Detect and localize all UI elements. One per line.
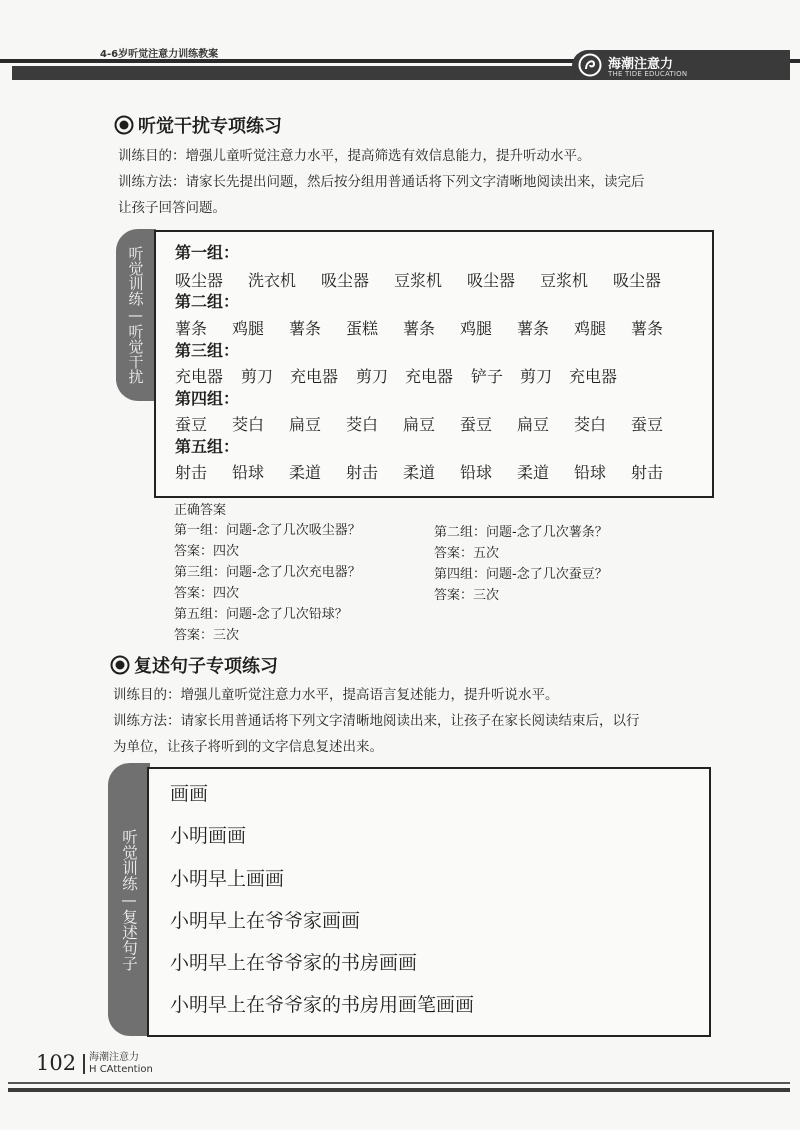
footer-brand-cn: 海潮注意力 xyxy=(89,1052,139,1063)
word-item: 茭白 xyxy=(346,415,379,434)
word-item: 鸡腿 xyxy=(460,319,493,338)
word-item: 扁豆 xyxy=(403,415,436,434)
answer-line: 第四组：问题-念了几次蚕豆？ xyxy=(434,567,608,582)
word-item: 鸡腿 xyxy=(232,319,265,338)
answer-line: 第五组：问题-念了几次铅球？ xyxy=(174,607,348,622)
word-item: 充电器 xyxy=(569,367,618,386)
section2-purpose: 训练目的：增强儿童听觉注意力水平，提高语言复述能力，提升听说水平。 xyxy=(113,687,559,703)
section2-sentence-box xyxy=(147,767,711,1037)
footer-brand-en: H CAttention xyxy=(89,1064,153,1075)
word-item: 铲子 xyxy=(471,367,504,386)
group-title: 第一组： xyxy=(175,243,240,262)
footer-separator xyxy=(83,1054,85,1074)
word-item: 剪刀 xyxy=(520,367,553,386)
word-item: 茭白 xyxy=(232,415,265,434)
header-bar xyxy=(12,66,582,80)
word-item: 柔道 xyxy=(517,463,550,482)
answer-line: 第一组：问题-念了几次吸尘器？ xyxy=(174,523,361,538)
section2-method-line1: 训练方法：请家长用普通话将下列文字清晰地阅读出来，让孩子在家长阅读结束后，以行 xyxy=(113,713,640,729)
section1-method-line2: 让孩子回答问题。 xyxy=(118,200,226,216)
word-item: 蛋糕 xyxy=(346,319,379,338)
page-number: 102 xyxy=(36,1051,77,1075)
group-title: 第三组： xyxy=(175,341,240,360)
word-item: 薯条 xyxy=(289,319,322,338)
word-item: 豆浆机 xyxy=(394,271,443,290)
footer-rule-thin xyxy=(8,1082,790,1084)
sentence-line: 小明早上在爷爷家的书房画画 xyxy=(170,952,418,974)
answer-line: 答案：三次 xyxy=(174,628,240,643)
header-logo xyxy=(572,50,790,80)
bullet-circle-icon xyxy=(114,115,134,135)
word-item: 铅球 xyxy=(232,463,265,482)
word-item: 柔道 xyxy=(403,463,436,482)
sentence-line: 小明画画 xyxy=(170,825,247,847)
section1-heading xyxy=(114,112,282,138)
word-item: 吸尘器 xyxy=(467,271,516,290)
word-item: 蚕豆 xyxy=(631,415,664,434)
answer-line: 第三组：问题-念了几次充电器？ xyxy=(174,565,361,580)
word-item: 扁豆 xyxy=(517,415,550,434)
word-item: 吸尘器 xyxy=(175,271,224,290)
section2-heading-text: 复述句子专项练习 xyxy=(134,656,278,677)
answer-line: 答案：四次 xyxy=(174,544,240,559)
word-item: 茭白 xyxy=(574,415,607,434)
header-title: 4-6岁听觉注意力训练教案 xyxy=(100,49,219,60)
section1-method-line1: 训练方法：请家长先提出问题，然后按分组用普通话将下列文字清晰地阅读出来，读完后 xyxy=(118,174,645,190)
section2-heading xyxy=(110,652,278,678)
word-item: 吸尘器 xyxy=(321,271,370,290)
word-item: 剪刀 xyxy=(241,367,274,386)
sentence-line: 小明早上在爷爷家画画 xyxy=(170,910,361,932)
word-item: 柔道 xyxy=(289,463,322,482)
sentence-line: 画画 xyxy=(170,783,209,805)
footer-rule-thick xyxy=(8,1088,790,1092)
word-item: 薯条 xyxy=(403,319,436,338)
answer-line: 答案：五次 xyxy=(434,546,500,561)
answer-line: 答案：四次 xyxy=(174,586,240,601)
word-item: 薯条 xyxy=(517,319,550,338)
answer-line: 第二组：问题-念了几次薯条？ xyxy=(434,525,608,540)
answers-left-column xyxy=(174,520,361,646)
sentence-line: 小明早上画画 xyxy=(170,868,285,890)
answers-right-column xyxy=(434,522,608,606)
sentence-line: 小明早上在爷爷家的书房用画笔画画 xyxy=(170,994,475,1016)
answer-line: 答案：三次 xyxy=(434,588,500,603)
group-title: 第二组： xyxy=(175,292,240,311)
group-title: 第四组： xyxy=(175,389,240,408)
word-item: 充电器 xyxy=(405,367,454,386)
answers-title: 正确答案 xyxy=(174,503,227,518)
section1-word-box xyxy=(154,230,714,498)
footer-brand xyxy=(89,1052,153,1076)
logo-english: THE TIDE EDUCATION xyxy=(608,70,688,78)
logo-name: 海潮注意力 xyxy=(608,57,674,72)
word-item: 充电器 xyxy=(175,367,224,386)
word-item: 射击 xyxy=(631,463,664,482)
word-item: 豆浆机 xyxy=(540,271,589,290)
group-title: 第五组： xyxy=(175,437,240,456)
word-item: 薯条 xyxy=(175,319,208,338)
word-item: 薯条 xyxy=(631,319,664,338)
section2-method-line2: 为单位，让孩子将听到的文字信息复述出来。 xyxy=(113,739,383,755)
bullet-circle-icon xyxy=(110,655,130,675)
section1-heading-text: 听觉干扰专项练习 xyxy=(138,116,282,137)
word-item: 蚕豆 xyxy=(460,415,493,434)
word-item: 射击 xyxy=(175,463,208,482)
word-item: 扁豆 xyxy=(289,415,322,434)
word-item: 剪刀 xyxy=(356,367,389,386)
word-item: 洗衣机 xyxy=(248,271,297,290)
word-item: 蚕豆 xyxy=(175,415,208,434)
section1-purpose: 训练目的：增强儿童听觉注意力水平，提高筛选有效信息能力，提升听动水平。 xyxy=(118,148,591,164)
word-item: 吸尘器 xyxy=(613,271,662,290)
word-item: 铅球 xyxy=(574,463,607,482)
section1-side-tab: 听觉训练—听觉干扰 xyxy=(116,229,156,401)
word-item: 射击 xyxy=(346,463,379,482)
word-item: 鸡腿 xyxy=(574,319,607,338)
word-item: 铅球 xyxy=(460,463,493,482)
section2-side-tab: 听觉训练—复述句子 xyxy=(108,763,150,1036)
wave-logo-icon xyxy=(578,53,602,77)
word-item: 充电器 xyxy=(290,367,339,386)
